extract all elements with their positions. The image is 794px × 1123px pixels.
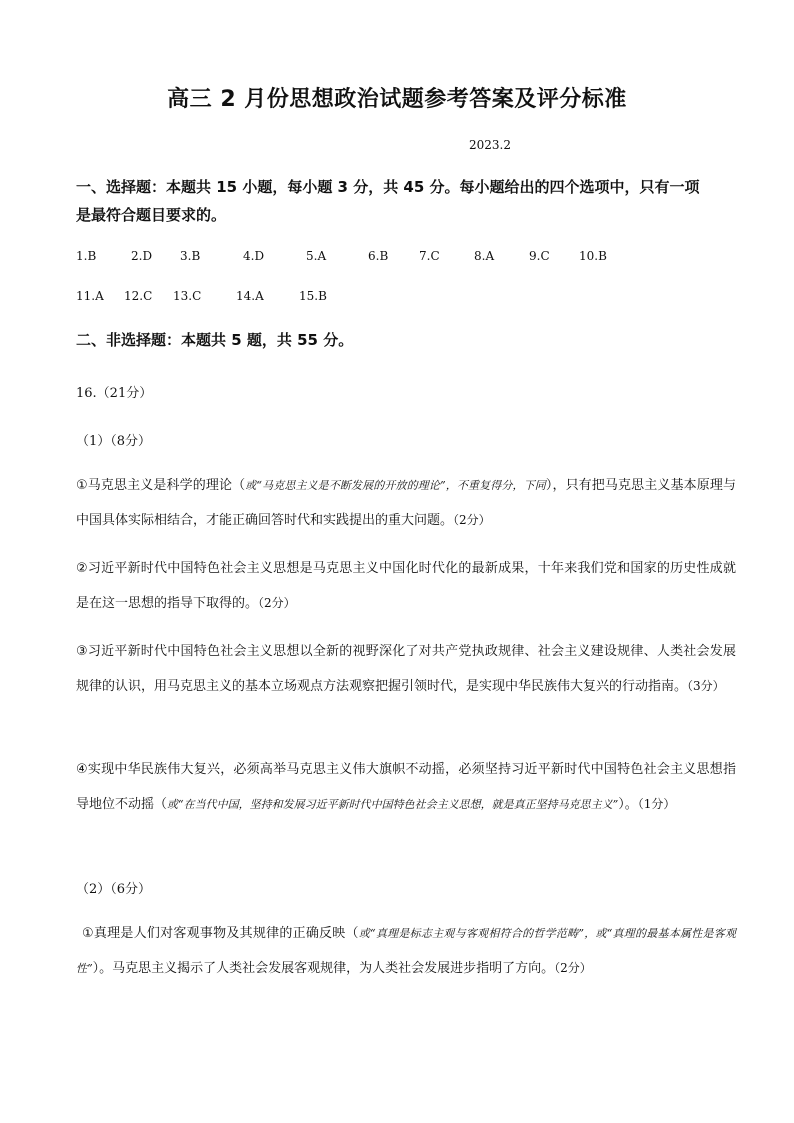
alt-answer-note: 或“马克思主义是不断发展的开放的理论”，不重复得分，下同: [245, 479, 546, 492]
answer-item: 10.B: [579, 249, 607, 263]
score-label: （2分）: [554, 961, 592, 975]
answer-item: 3.B: [180, 249, 201, 263]
answer-item: 13.C: [173, 289, 202, 303]
answer-paragraph-4: ④实现中华民族伟大复兴，必须高举马克思主义伟大旗帜不动摇，必须坚持习近平新时代中国特色社会主义思想指导地位不动摇（或“在当代中国，坚持和发展习近平新时代中国特色社会主义思想，就是真正坚持马克思主义”）。（1分）: [76, 762, 736, 812]
section1-heading-line2: 是最符合题目要求的。: [76, 206, 227, 224]
answer-item: 8.A: [474, 249, 495, 263]
document-date: 2023.2: [469, 138, 511, 152]
part-1-label: （1）（8分）: [76, 434, 152, 449]
answer-item: 1.B: [76, 249, 97, 263]
answer-paragraph-2: ②习近平新时代中国特色社会主义思想是马克思主义中国化时代化的最新成果，十年来我们党和国家的历史性成就是在这一思想的指导下取得的。（2分）: [76, 561, 736, 611]
alt-answer-note: 或“在当代中国，坚持和发展习近平新时代中国特色社会主义思想，就是真正坚持马克思主义”: [167, 798, 619, 811]
question-16-label: 16.（21分）: [76, 386, 153, 401]
answer-item: 2.D: [131, 249, 153, 263]
answer-item: 5.A: [306, 249, 327, 263]
score-label: （1分）: [637, 797, 676, 811]
section1-heading: [76, 173, 736, 229]
answer-paragraph-5: ①真理是人们对客观事物及其规律的正确反映（或“真理是标志主观与客观相符合的哲学范畴”，或“真理的最基本属性是客观性”）。马克思主义揭示了人类社会发展客观规律，为人类社会发展进步指明了方向。（2分）: [76, 926, 737, 976]
answer-item: 12.C: [124, 289, 153, 303]
section2-heading: 二、非选择题：本题共 5 题，共 55 分。: [76, 331, 354, 349]
answer-paragraph-3: ③习近平新时代中国特色社会主义思想以全新的视野深化了对共产党执政规律、社会主义建设规律、人类社会发展规律的认识，用马克思主义的基本立场观点方法观察把握引领时代，是实现中华民族伟大复兴的行动指南。（3分）: [76, 644, 736, 694]
answer-item: 14.A: [236, 289, 264, 303]
answer-item: 7.C: [419, 249, 440, 263]
score-label: （2分）: [453, 513, 491, 527]
answer-item: 6.B: [368, 249, 389, 263]
part-2-label: （2）（6分）: [76, 882, 152, 897]
answer-item: 9.C: [529, 249, 550, 263]
alt-answer-note: 或“真理是标志主观与客观相符合的哲学范畴”，或“真理的最基本属性是客观性”: [76, 927, 737, 975]
answer-item: 11.A: [76, 289, 104, 303]
section1-heading-line1: 一、选择题：本题共 15 小题，每小题 3 分，共 45 分。每小题给出的四个选项中，只有一项: [76, 178, 700, 196]
page-title: 高三 2 月份思想政治试题参考答案及评分标准: [167, 87, 627, 112]
score-label: （3分）: [687, 679, 725, 693]
answer-item: 4.D: [243, 249, 265, 263]
answer-item: 15.B: [299, 289, 327, 303]
answer-paragraph-1: ①马克思主义是科学的理论（或“马克思主义是不断发展的开放的理论”，不重复得分，下同），只有把马克思主义基本原理与中国具体实际相结合，才能正确回答时代和实践提出的重大问题。（2分）: [76, 478, 737, 528]
score-label: （2分）: [258, 596, 296, 610]
